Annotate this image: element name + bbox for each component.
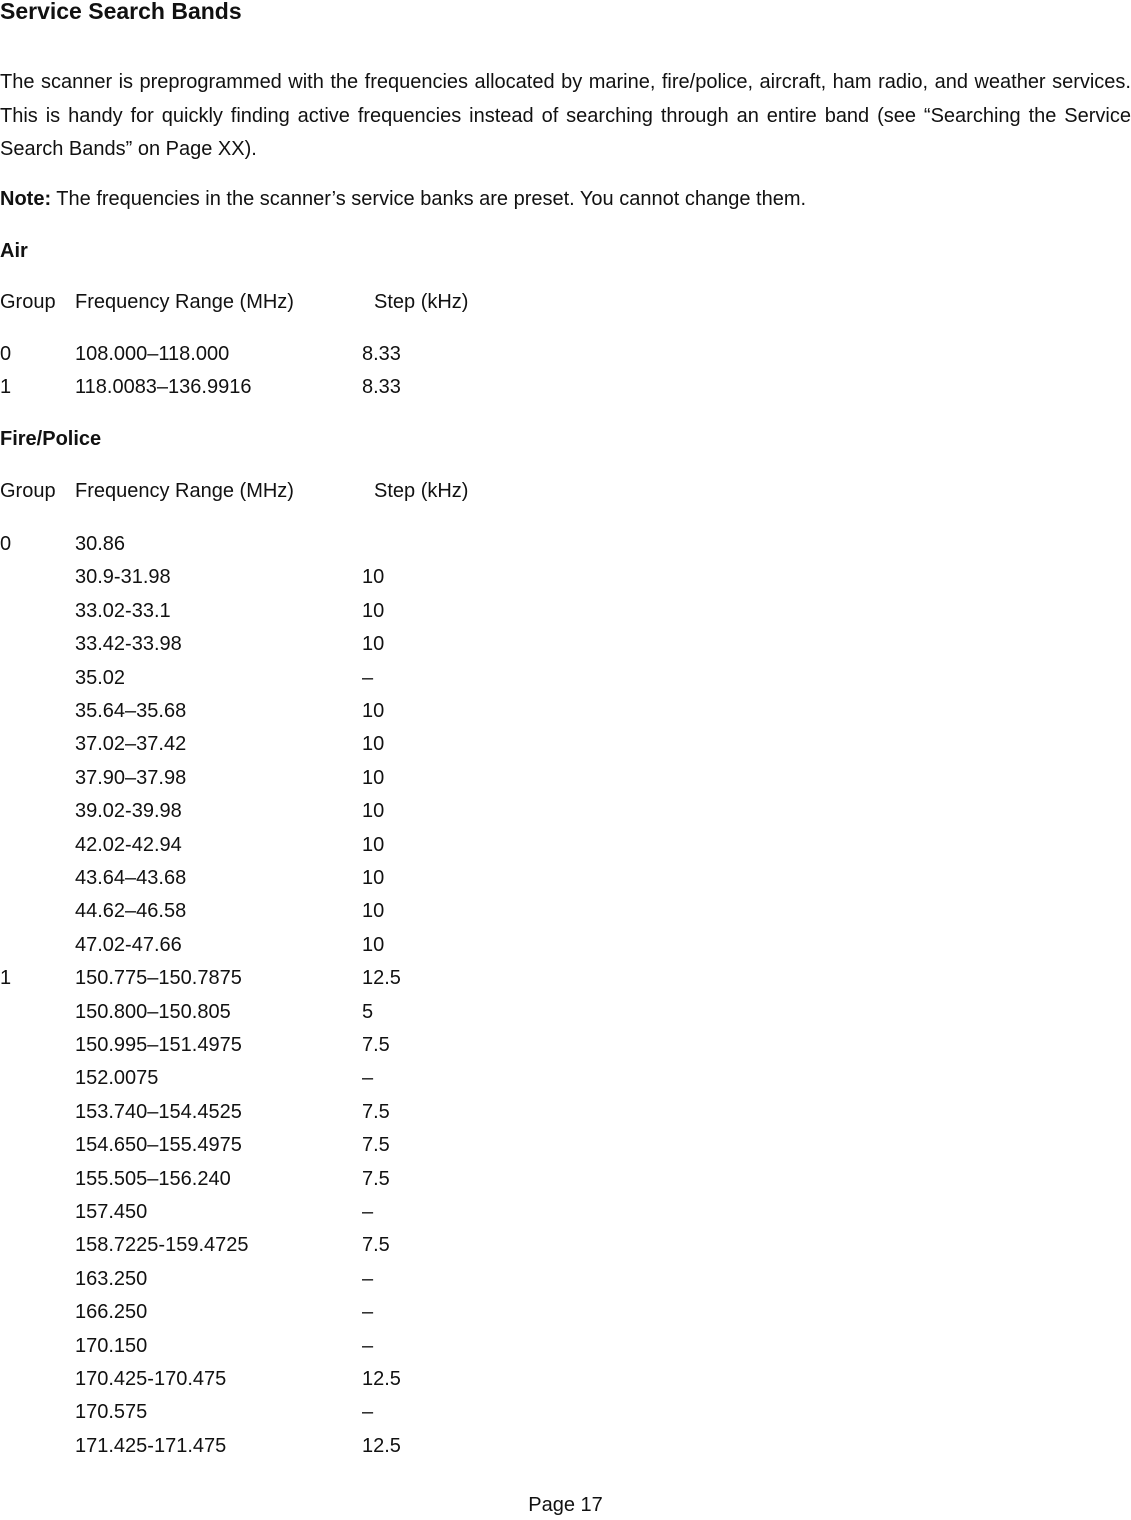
step-cell: 10 xyxy=(362,900,385,923)
step-cell: – xyxy=(362,1301,374,1324)
step-cell: 7.5 xyxy=(362,1034,390,1056)
range-cell: 153.740–154.4525 xyxy=(75,1100,242,1123)
range-cell: 47.02-47.66 xyxy=(75,933,182,956)
range-cell: 30.86 xyxy=(75,533,126,555)
range-cell: 158.7225-159.4725 xyxy=(75,1234,249,1257)
step-cell: 7.5 xyxy=(362,1234,390,1257)
range-cell: 152.0075 xyxy=(75,1067,159,1090)
note-text: The frequencies in the scanner’s service banks are preset. You cannot change them. xyxy=(51,188,807,210)
step-cell: 7.5 xyxy=(362,1100,390,1123)
step-cell: 10 xyxy=(362,766,385,789)
page-title: Service Search Bands xyxy=(0,0,242,24)
range-cell: 42.02-42.94 xyxy=(75,833,182,856)
range-cell: 150.800–150.805 xyxy=(75,1000,231,1023)
note-paragraph xyxy=(0,184,806,214)
section-heading-air: Air xyxy=(0,240,28,262)
step-cell: 8.33 xyxy=(362,343,401,365)
range-cell: 108.000–118.000 xyxy=(75,343,230,365)
range-cell: 35.64–35.68 xyxy=(75,700,187,722)
step-cell: 8.33 xyxy=(362,376,401,398)
header-frequency-range: Frequency Range (MHz) xyxy=(75,291,294,313)
step-cell: – xyxy=(362,1401,374,1424)
step-cell: – xyxy=(362,1067,374,1090)
group-cell: 0 xyxy=(0,343,12,365)
step-cell: – xyxy=(362,1201,374,1223)
range-cell: 171.425-171.475 xyxy=(75,1434,227,1457)
range-cell: 155.505–156.240 xyxy=(75,1167,231,1190)
step-cell: – xyxy=(362,1334,374,1357)
header-step: Step (kHz) xyxy=(374,291,469,313)
range-cell: 150.995–151.4975 xyxy=(75,1034,242,1056)
range-cell: 43.64–43.68 xyxy=(75,867,187,889)
step-cell: 10 xyxy=(362,800,385,823)
page-number: Page 17 xyxy=(528,1494,603,1516)
range-cell: 170.150 xyxy=(75,1334,148,1357)
range-cell: 157.450 xyxy=(75,1201,148,1223)
range-cell: 166.250 xyxy=(75,1301,148,1324)
range-cell: 170.575 xyxy=(75,1401,148,1424)
range-cell: 30.9-31.98 xyxy=(75,566,171,589)
header-group: Group xyxy=(0,480,56,502)
step-cell: 10 xyxy=(362,700,385,722)
step-cell: – xyxy=(362,1267,374,1290)
group-cell: 1 xyxy=(0,376,12,398)
step-cell: 12.5 xyxy=(362,1434,401,1457)
step-cell: 10 xyxy=(362,566,385,589)
intro-paragraph: The scanner is preprogrammed with the frequencies allocated by marine, fire/police, aircraft, ham radio, and weather services. This is handy for quickly finding active frequencies instead of searching through an entire band (see “Searching the Service Search Bands” on Page XX). xyxy=(0,71,1131,160)
step-cell: 7.5 xyxy=(362,1134,390,1157)
step-cell: 7.5 xyxy=(362,1167,390,1190)
range-cell: 170.425-170.475 xyxy=(75,1368,227,1390)
step-cell: 10 xyxy=(362,867,385,889)
range-cell: 39.02-39.98 xyxy=(75,800,182,823)
range-cell: 33.02-33.1 xyxy=(75,599,171,622)
range-cell: 44.62–46.58 xyxy=(75,900,187,923)
range-cell: 33.42-33.98 xyxy=(75,633,182,656)
step-cell: 10 xyxy=(362,633,385,656)
note-label: Note: xyxy=(0,188,52,210)
group-cell: 1 xyxy=(0,967,12,990)
step-cell: 12.5 xyxy=(362,1368,401,1390)
step-cell: 10 xyxy=(362,933,385,956)
range-cell: 37.90–37.98 xyxy=(75,766,187,789)
range-cell: 163.250 xyxy=(75,1267,148,1290)
step-cell: 10 xyxy=(362,833,385,856)
header-group: Group xyxy=(0,291,56,313)
header-step: Step (kHz) xyxy=(374,480,469,502)
step-cell: 5 xyxy=(362,1000,374,1023)
step-cell: – xyxy=(362,666,374,689)
section-heading-fire-police: Fire/Police xyxy=(0,428,102,450)
step-cell: 10 xyxy=(362,733,385,756)
range-cell: 37.02–37.42 xyxy=(75,733,187,756)
range-cell: 118.0083–136.9916 xyxy=(75,376,252,398)
step-cell: 12.5 xyxy=(362,967,401,990)
range-cell: 35.02 xyxy=(75,666,126,689)
header-frequency-range: Frequency Range (MHz) xyxy=(75,480,294,502)
group-cell: 0 xyxy=(0,533,12,555)
range-cell: 154.650–155.4975 xyxy=(75,1134,242,1157)
step-cell: 10 xyxy=(362,599,385,622)
range-cell: 150.775–150.7875 xyxy=(75,967,242,990)
